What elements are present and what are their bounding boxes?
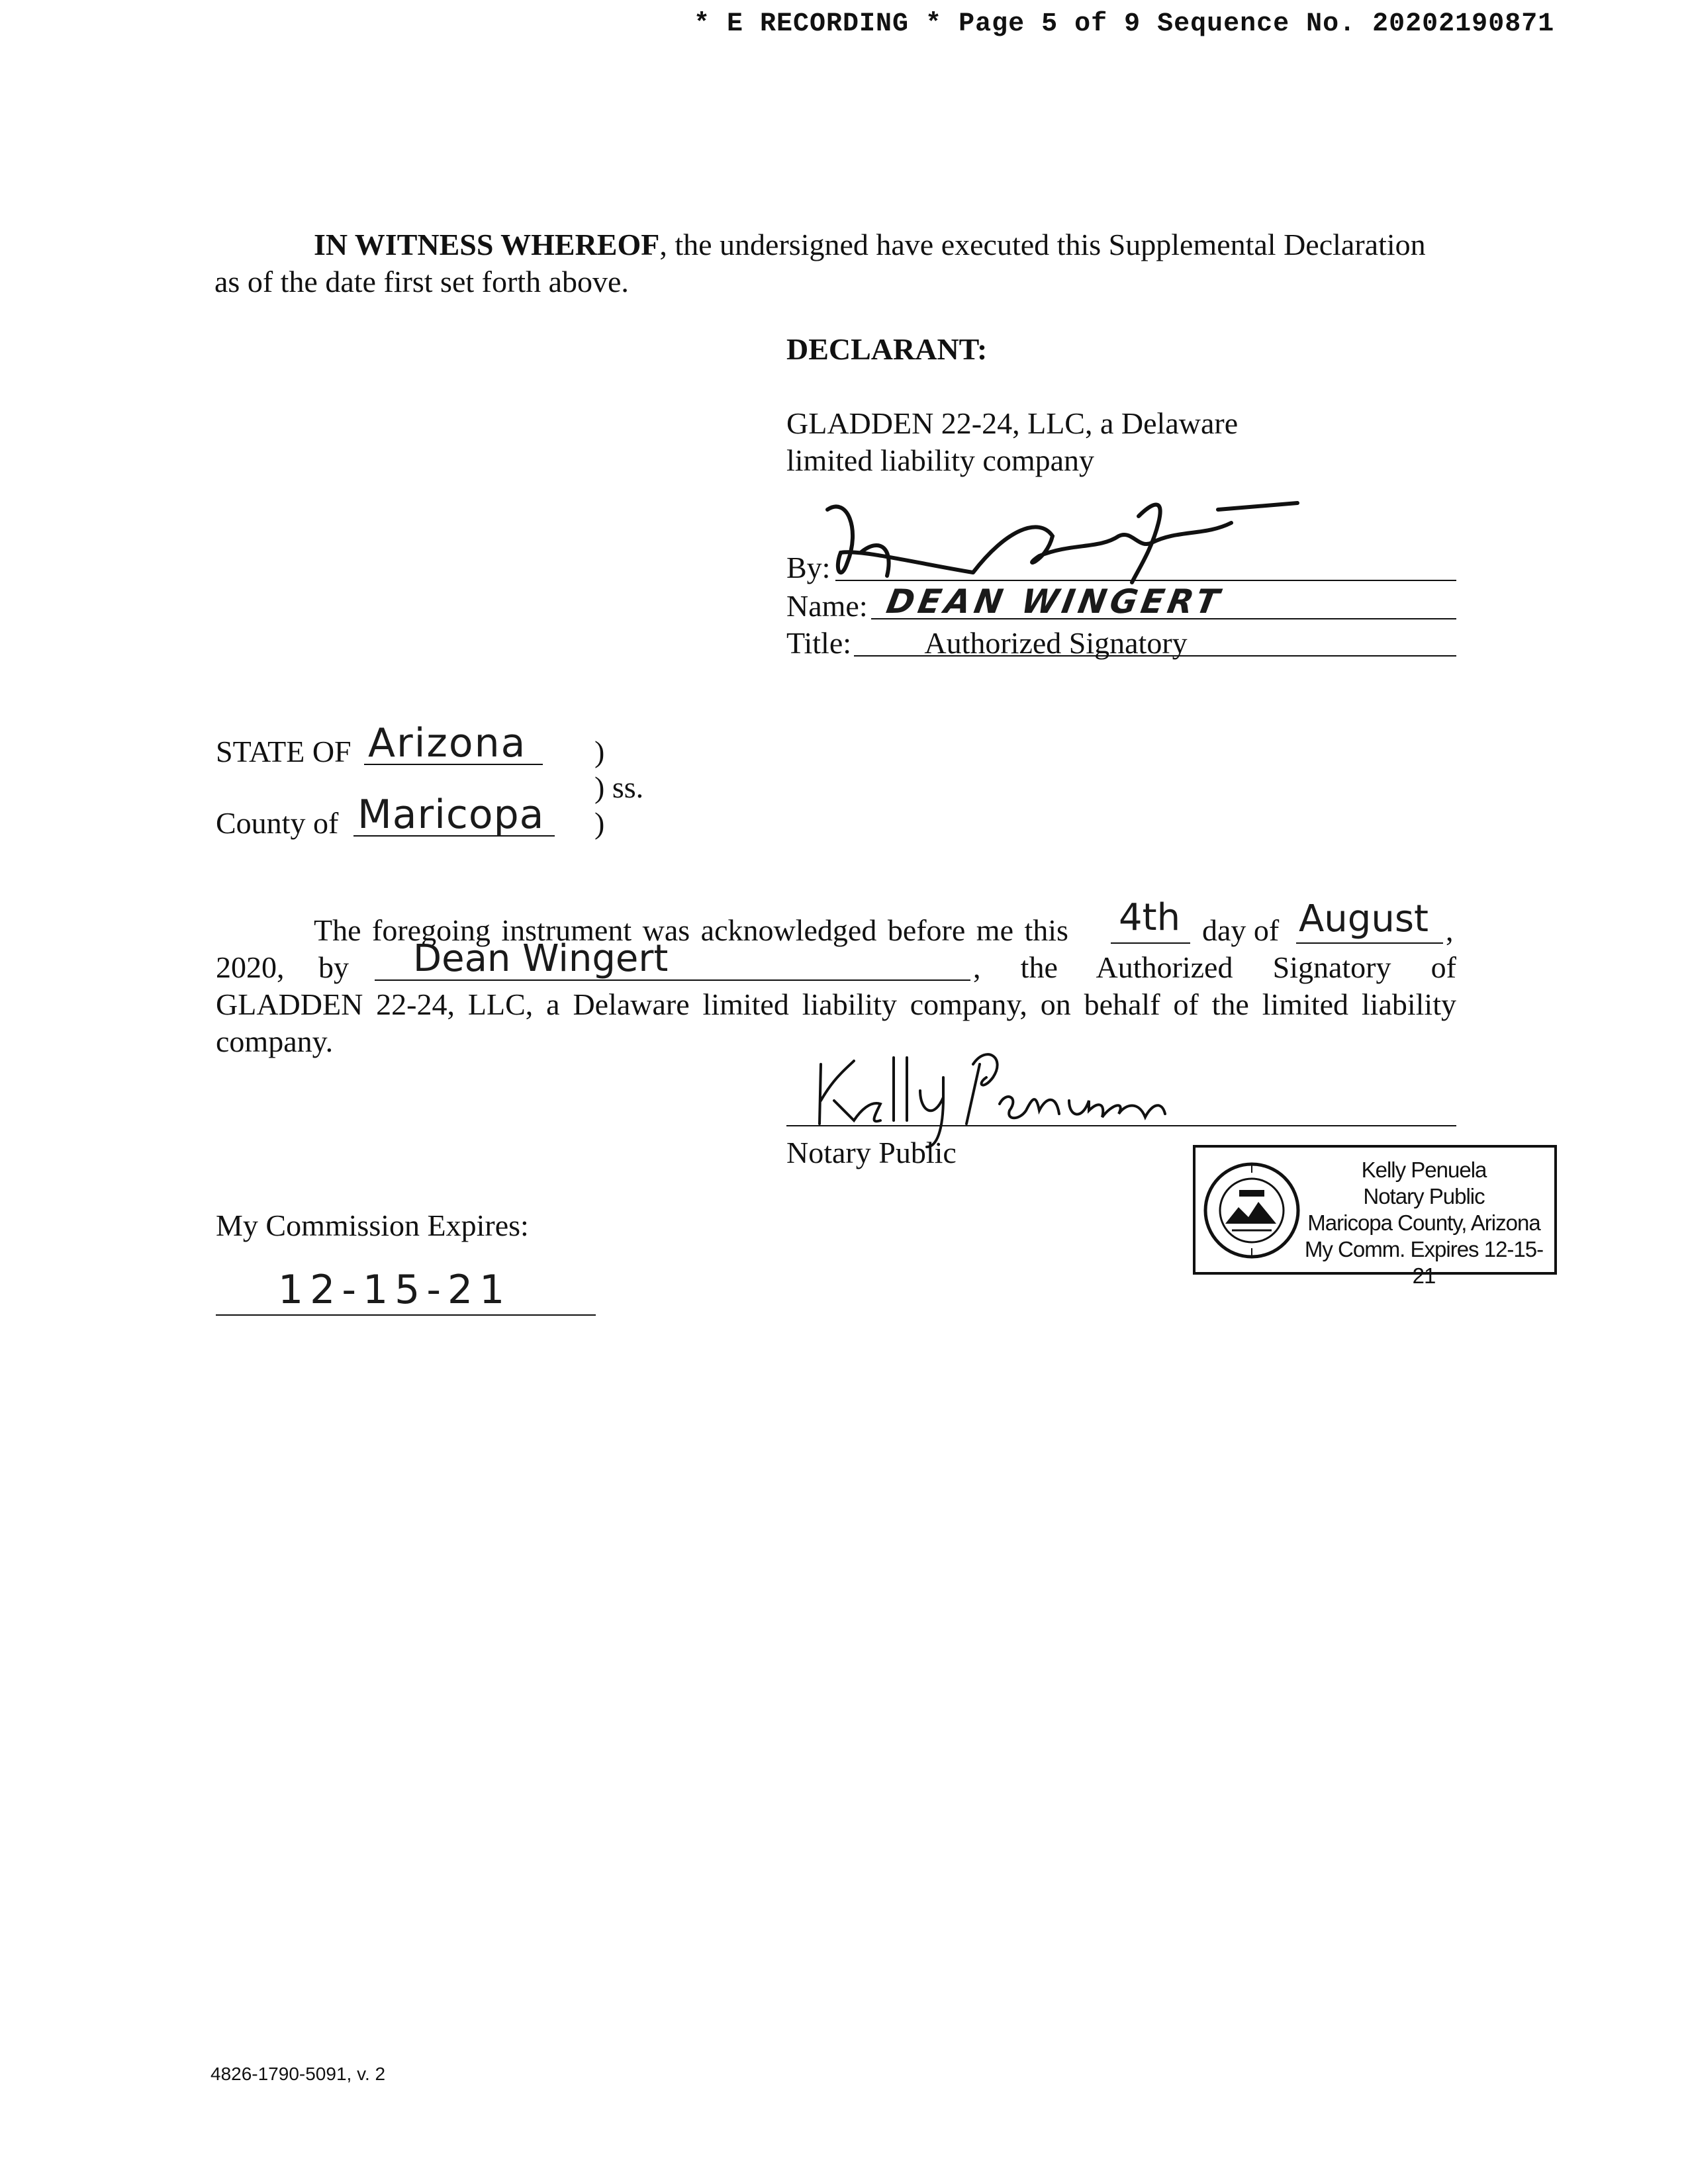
county-paren: ): [594, 806, 605, 840]
seal-line4: My Comm. Expires 12-15-21: [1304, 1237, 1544, 1288]
ack-line3: GLADDEN 22-24, LLC, a Delaware limited liability company, on behalf of the limited liability: [216, 987, 1456, 1021]
commission-label: My Commission Expires:: [216, 1208, 529, 1242]
ack-line1-text1: The foregoing instrument was acknowledged before me this: [314, 913, 1068, 947]
notary-line: [786, 1125, 1456, 1126]
title-label: Title:: [786, 626, 852, 660]
month-value: August: [1299, 897, 1429, 940]
declarant-company-line1: GLADDEN 22-24, LLC, a Delaware: [786, 406, 1239, 440]
ack-line1-text2: day of: [1202, 913, 1280, 947]
person-value: Dean Wingert: [413, 937, 669, 980]
state-label: STATE OF: [216, 735, 352, 768]
recording-header: * E RECORDING * Page 5 of 9 Sequence No. 20202190871: [694, 9, 1555, 39]
ack-line1-text3: ,: [1446, 913, 1454, 947]
title-value: Authorized Signatory: [924, 626, 1188, 660]
seal-line2: Notary Public: [1363, 1184, 1485, 1208]
notary-label: Notary Public: [786, 1136, 957, 1169]
state-value: Arizona: [368, 720, 527, 766]
month-line: [1296, 942, 1443, 944]
declarant-heading: DECLARANT:: [786, 332, 988, 366]
county-label: County of: [216, 806, 339, 840]
day-line: [1111, 942, 1190, 944]
notary-signature: [808, 1038, 1178, 1150]
name-label: Name:: [786, 589, 868, 623]
declarant-company-line2: limited liability company: [786, 443, 1095, 477]
ack-line2-text2: , the Authorized Signatory of: [973, 950, 1456, 984]
witness-paragraph: [214, 226, 1452, 300]
ack-line2-text1: 2020, by: [216, 950, 349, 984]
county-value: Maricopa: [357, 792, 545, 838]
commission-line: [216, 1314, 596, 1316]
ss-label: ) ss.: [594, 770, 644, 804]
day-value: 4th: [1119, 896, 1181, 939]
notary-seal-stamp: [1193, 1145, 1557, 1288]
state-seal-emblem: [1202, 1161, 1301, 1260]
commission-value: 12-15-21: [278, 1267, 512, 1313]
seal-line3: Maricopa County, Arizona: [1307, 1210, 1540, 1235]
state-paren: ): [594, 735, 605, 768]
by-label: By:: [786, 551, 831, 584]
name-value: DEAN WINGERT: [883, 582, 1226, 621]
witness-lead: IN WITNESS WHEREOF: [314, 228, 660, 261]
witness-text: , the undersigned have executed this Supplemental Declaration as of the date first set forth above.: [214, 228, 1426, 298]
document-id: 4826-1790-5091, v. 2: [211, 2064, 386, 2084]
ack-line4: company.: [216, 1024, 334, 1058]
seal-line1: Kelly Penuela: [1361, 1158, 1487, 1182]
